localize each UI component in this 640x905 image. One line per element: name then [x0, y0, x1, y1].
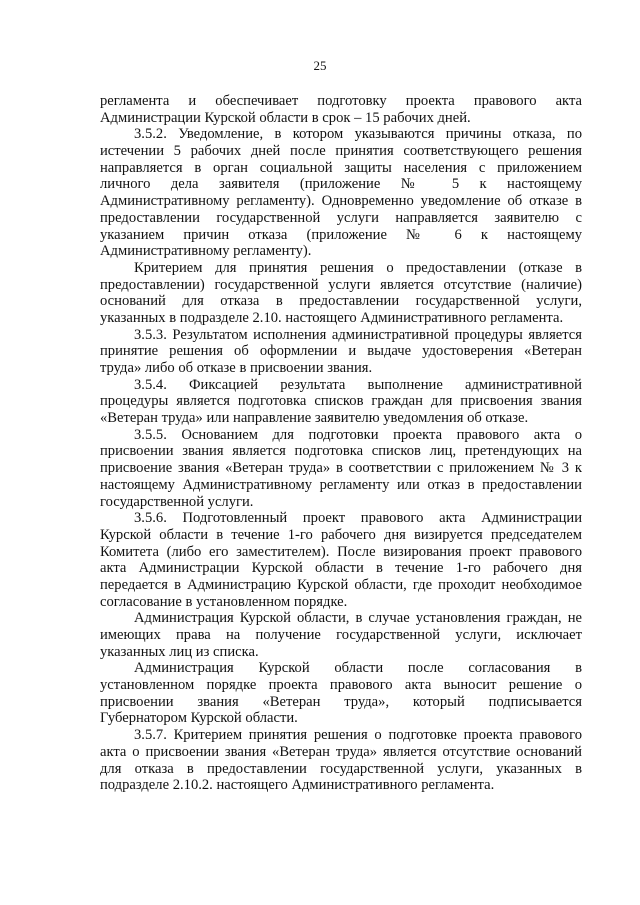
text-line: Губернатором Курской области.: [100, 710, 298, 727]
text-line: для отказа в предоставлении государственной услуги, указанных в: [100, 760, 582, 777]
text-line: направляется в орган социальной защиты населения с приложением: [100, 159, 582, 176]
text-line: принятие решения об оформлении и выдаче удостоверения «Ветеран: [100, 343, 582, 360]
text-line: Административному регламенту).: [100, 243, 312, 260]
text-line: присвоении звания «Ветеран труда», который подписывается: [100, 693, 582, 710]
text-line: процедуры является подготовка списков граждан для присвоения звания: [100, 393, 582, 410]
text-line: Администрация Курской области, в случае установления граждан, не: [134, 610, 582, 627]
text-line: истечении 5 рабочих дней после принятия соответствующего решения: [100, 143, 582, 160]
text-line: указанием причин отказа (приложение № 6 к настоящему: [100, 226, 582, 243]
text-line: акта о присвоении звания «Ветеран труда» является отсутствие оснований: [100, 743, 582, 760]
text-line: оснований для отказа в предоставлении государственной услуги,: [100, 293, 582, 310]
text-line: Комитета (либо его заместителем). После визирования проект правового: [100, 543, 582, 560]
text-line: регламента и обеспечивает подготовку проекта правового акта: [100, 93, 582, 109]
text-line: Администрации Курской области в срок – 15 рабочих дней.: [100, 109, 471, 126]
text-line: указанных лиц из списка.: [100, 643, 259, 660]
text-line: имеющих права на получение государственной услуги, исключает: [100, 627, 582, 643]
text-line: предоставлении) государственной услуги является отсутствие (наличие): [100, 276, 582, 293]
paragraph-p353: [100, 327, 582, 377]
text-line: «Ветеран труда» или направление заявителю уведомления об отказе.: [100, 410, 529, 427]
document-body: [100, 93, 582, 794]
text-line: присвоение звания «Ветеран труда» в соответствии с приложением № 3 к: [100, 460, 582, 477]
text-line: 3.5.2. Уведомление, в котором указываются причины отказа, по: [134, 126, 582, 143]
paragraph-p352: [100, 126, 582, 260]
paragraph-p355: [100, 427, 582, 510]
text-line: указанных в подразделе 2.10. настоящего Административного регламента.: [100, 309, 564, 326]
text-line: Администрация Курской области после согласования в: [134, 660, 582, 677]
text-line: Курской области в течение 1-го рабочего дня визируется председателем: [100, 526, 582, 543]
text-line: 3.5.6. Подготовленный проект правового акта Администрации: [134, 510, 582, 527]
text-line: Критерием для принятия решения о предоставлении (отказе в: [134, 259, 582, 276]
text-line: согласование в установленном порядке.: [100, 593, 348, 610]
paragraph-p356c: [100, 660, 582, 727]
text-line: труда» либо об отказе в присвоении звания.: [100, 360, 373, 376]
text-line: 3.5.3. Результатом исполнения административной процедуры является: [134, 326, 582, 343]
paragraph-p357: [100, 727, 582, 794]
paragraph-p354: [100, 377, 582, 427]
text-line: Административному регламенту). Одновременно уведомление об отказе в: [100, 193, 582, 210]
paragraph-p356b: [100, 610, 582, 660]
text-line: подразделе 2.10.2. настоящего Административного регламента.: [100, 777, 495, 794]
text-line: 3.5.4. Фиксацией результата выполнение административной: [134, 376, 582, 393]
text-line: предоставлении государственной услуги направляется заявителю с: [100, 209, 582, 226]
text-line: акта Администрации Курской области в течение 1-го рабочего дня: [100, 560, 582, 577]
text-line: передается в Администрацию Курской области, где проходит необходимое: [100, 576, 582, 593]
paragraph-p356: [100, 510, 582, 610]
text-line: личного дела заявителя (приложение № 5 к настоящему: [100, 176, 582, 193]
paragraph-cont: [100, 93, 582, 126]
text-line: 3.5.7. Критерием принятия решения о подготовке проекта правового: [134, 727, 582, 744]
text-line: 3.5.5. Основанием для подготовки проекта правового акта о: [134, 426, 582, 443]
paragraph-p352b: [100, 260, 582, 327]
text-line: присвоении звания является подготовка списков лиц, претендующих на: [100, 443, 582, 460]
text-line: государственной услуги.: [100, 493, 254, 510]
page-number: 25: [313, 58, 327, 73]
text-line: настоящему Административному регламенту или отказ в предоставлении: [100, 476, 582, 493]
text-line: установленном порядке проекта правового акта выносит решение о: [100, 677, 582, 694]
